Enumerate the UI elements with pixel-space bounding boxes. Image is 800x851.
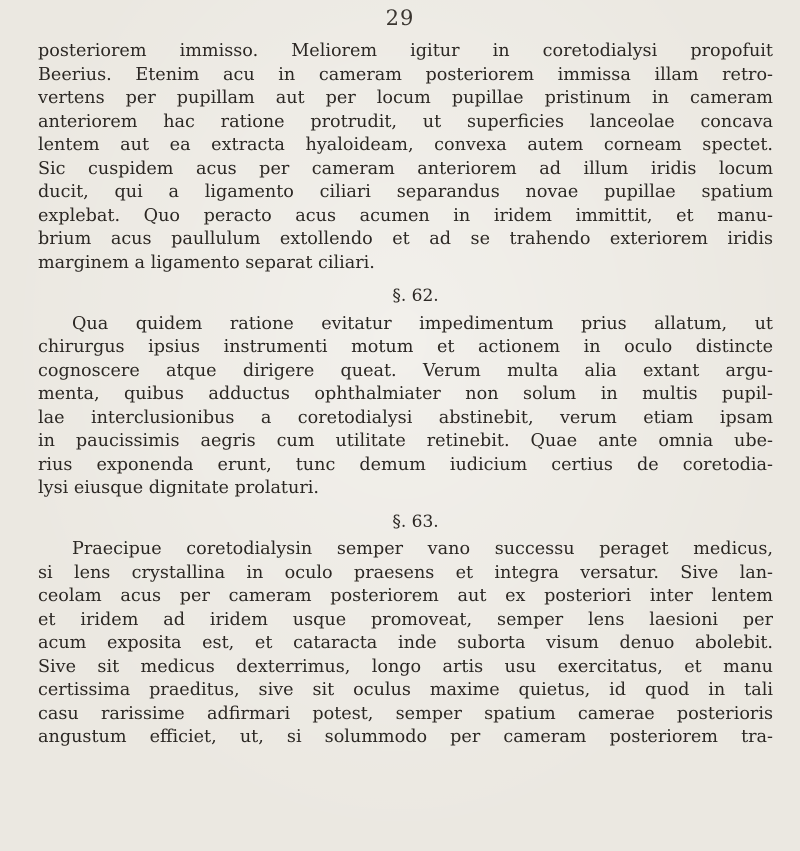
paragraph-1 (38, 40, 773, 275)
text-line: anteriorem hac ratione protrudit, ut superficies lanceolae concava (38, 111, 773, 132)
text-line: casu rarissime adfirmari potest, semper spatium camerae posterioris (38, 703, 773, 724)
section-heading-63: §. 63. (392, 511, 439, 532)
text-line: certissima praeditus, sive sit oculus maxime quietus, id quod in tali (38, 680, 773, 700)
text-line: chirurgus ipsius instrumenti motum et actionem in oculo distincte (38, 337, 773, 357)
text-line: explebat. Quo peracto acus acumen in iridem immittit, et manu- (38, 205, 773, 226)
text-line: marginem a ligamento separat ciliari. (38, 252, 375, 273)
text-line: rius exponenda erunt, tunc demum iudicium certius de coretodia- (38, 454, 773, 475)
text-line: menta, quibus adductus ophthalmiater non solum in multis pupil- (38, 384, 773, 404)
text-line: angustum efficiet, ut, si solummodo per cameram posteriorem tra- (38, 727, 773, 747)
text-line: Sic cuspidem acus per cameram anteriorem ad illum iridis locum (38, 158, 773, 179)
page-number: 29 (385, 6, 415, 30)
text-line: cognoscere atque dirigere queat. Verum multa alia extant argu- (38, 360, 773, 381)
paragraph-2 (38, 313, 773, 501)
text-line: brium acus paullulum extollendo et ad se trahendo exteriorem iridis (38, 229, 773, 249)
page-text (38, 40, 773, 750)
text-line: Beerius. Etenim acu in cameram posteriorem immissa illam retro- (38, 64, 773, 85)
text-line: lysi eiusque dignitate prolaturi. (38, 478, 319, 498)
text-line: Praecipue coretodialysin semper vano successu peraget medicus, (72, 539, 773, 559)
text-line: posteriorem immisso. Meliorem igitur in coretodialysi propofuit (38, 41, 773, 61)
text-line: lentem aut ea extracta hyaloideam, convexa autem corneam spectet. (38, 135, 773, 155)
text-line: et iridem ad iridem usque promoveat, semper lens laesioni per (38, 609, 773, 630)
text-line: lae interclusionibus a coretodialysi abstinebit, verum etiam ipsam (38, 407, 773, 428)
text-line: vertens per pupillam aut per locum pupillae pristinum in cameram (38, 88, 773, 108)
section-heading-62: §. 62. (392, 286, 439, 306)
text-line: ducit, qui a ligamento ciliari separandus novae pupillae spatium (38, 182, 773, 202)
text-line: Qua quidem ratione evitatur impedimentum prius allatum, ut (72, 313, 773, 334)
paragraph-3 (38, 538, 773, 750)
text-line: Sive sit medicus dexterrimus, longo artis usu exercitatus, et manu (38, 656, 773, 677)
text-line: acum exposita est, et cataracta inde suborta visum denuo abolebit. (38, 633, 773, 653)
text-line: si lens crystallina in oculo praesens et integra versatur. Sive lan- (38, 562, 773, 583)
text-line: ceolam acus per cameram posteriorem aut ex posteriori inter lentem (38, 586, 773, 606)
text-line: in paucissimis aegris cum utilitate retinebit. Quae ante omnia ube- (38, 431, 773, 451)
